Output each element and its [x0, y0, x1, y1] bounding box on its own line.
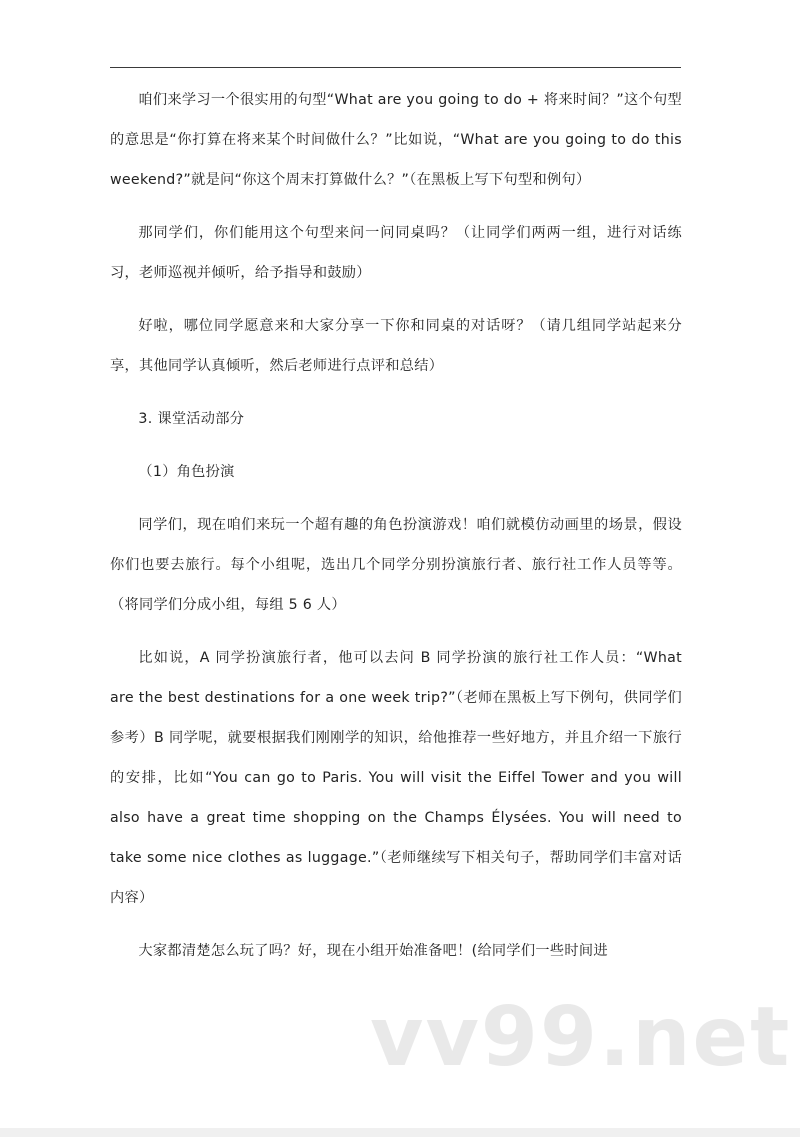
document-body: [110, 80, 682, 971]
paragraph-share-dialogue: 好啦，哪位同学愿意来和大家分享一下你和同桌的对话呀？（请几组同学站起来分享，其他同学认真倾听，然后老师进行点评和总结）: [110, 318, 682, 374]
paragraph-role-play-intro: 同学们，现在咱们来玩一个超有趣的角色扮演游戏！咱们就模仿动画里的场景，假设你们也要去旅行。每个小组呢，选出几个同学分别扮演旅行者、旅行社工作人员等等。（将同学们分成小组，每组 5 6 人）: [110, 517, 682, 613]
subsection-heading-role-play: （1）角色扮演: [138, 464, 235, 480]
paragraph-start-preparing: 大家都清楚怎么玩了吗？好，现在小组开始准备吧！(给同学们一些时间进: [138, 943, 608, 959]
page-bottom-edge: [0, 1128, 800, 1137]
header-rule: [110, 67, 681, 68]
paragraph-pair-practice: 那同学们，你们能用这个句型来问一问同桌吗？（让同学们两两一组，进行对话练习，老师巡视并倾听，给予指导和鼓励）: [110, 225, 682, 281]
paragraph-sentence-pattern: 咱们来学习一个很实用的句型“What are you going to do + 将来时间？”这个句型的意思是“你打算在将来某个时间做什么？”比如说，“What are you going to do this weekend?”就是问“你这个周末打算做什么？”（在黑板上写下句型和例句）: [110, 92, 682, 188]
section-heading-activity: 3. 课堂活动部分: [138, 411, 245, 427]
watermark-logo: vv99.net: [370, 990, 792, 1085]
paragraph-role-play-example: 比如说，A 同学扮演旅行者，他可以去问 B 同学扮演的旅行社工作人员：“What are the best destinations for a one week trip?”（老师在黑板上写下例句，供同学们参考）B 同学呢，就要根据我们刚刚学的知识，给他推荐一些好地方，并且介绍一下旅行的安排，比如“You can go to Paris. You will visit the Eiffel Tower and you will also have a great time shopping on the Champs Élysées. You will need to take some nice clothes as luggage.”（老师继续写下相关句子，帮助同学们丰富对话内容）: [110, 650, 682, 906]
